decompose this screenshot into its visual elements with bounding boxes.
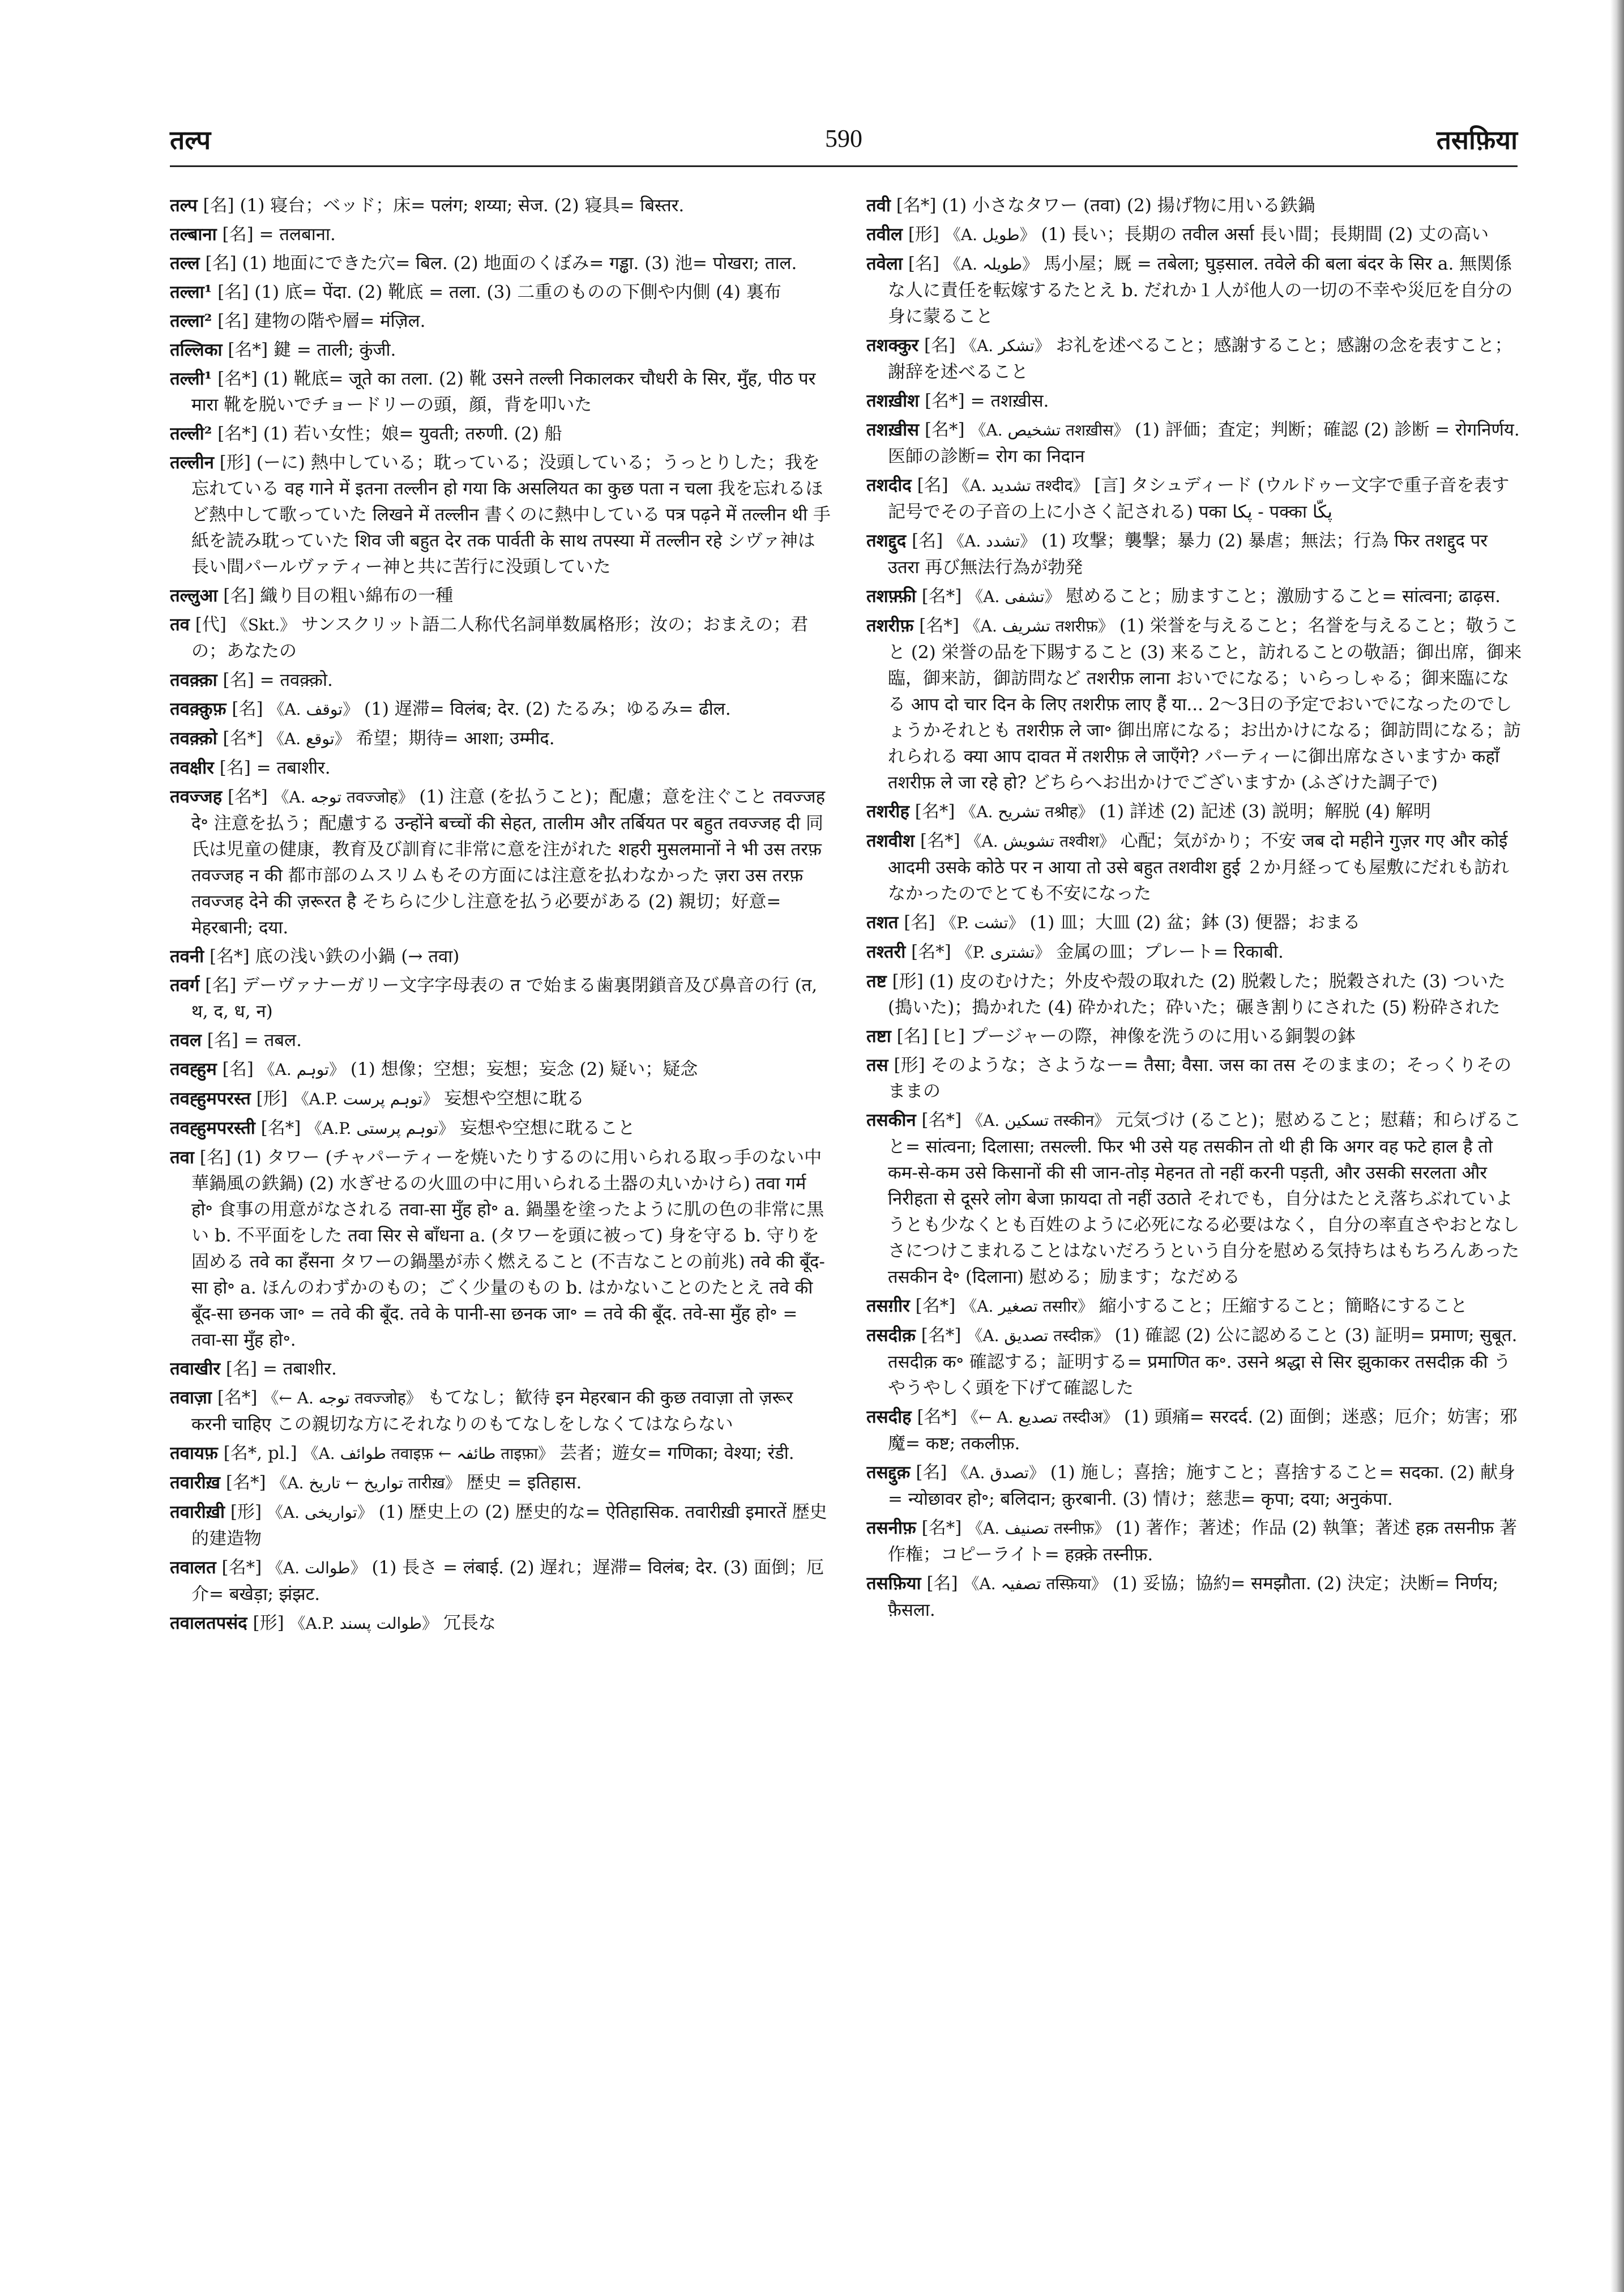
dictionary-entry <box>170 1555 832 1607</box>
entry-etymology: 《A. تشویش तश्वीश》 <box>965 832 1115 851</box>
entry-definition: = तलबाना. <box>259 224 336 245</box>
entry-headword: तशत <box>866 912 899 933</box>
dictionary-entry <box>866 968 1523 1021</box>
entry-definition: (1) 確認 (2) 公に認めること (3) 証明= प्रमाण; सुबूत. तसदीक़ क॰ 確認する；証明する= प्रमाणित क॰. उसने श्रद्धा से सिर झुकाकर तसदीक़ की うやうやしく頭を下げて確認した <box>888 1325 1518 1398</box>
entry-etymology: 《← A. تصدیع तस्दीअ》 <box>963 1408 1119 1427</box>
entry-headword: तसदीक़ <box>866 1325 916 1346</box>
entry-part-of-speech: [名] <box>904 912 935 933</box>
entry-part-of-speech: [名*] <box>221 1557 262 1578</box>
dictionary-entry <box>866 910 1523 936</box>
entry-part-of-speech: [形] <box>908 224 940 245</box>
dictionary-entry <box>170 193 832 219</box>
entry-definition: (1) 想像；空想；妄想；妄念 (2) 疑い；疑念 <box>350 1059 698 1079</box>
dictionary-entry <box>170 221 832 247</box>
dictionary-entry <box>866 828 1523 907</box>
entry-part-of-speech: [名*] <box>921 1325 961 1346</box>
entry-part-of-speech: [名] <box>223 586 255 606</box>
entry-part-of-speech: [名] <box>205 253 237 274</box>
entry-definition: デーヴァナーガリー文字字母表の त で始まる歯裏閉鎖音及び鼻音の行 (त, थ, द, ध, न) <box>191 975 818 1022</box>
right-column <box>866 193 1523 2209</box>
entry-etymology: 《← A. توجه तवज्जोह》 <box>263 1389 422 1407</box>
entry-part-of-speech: [名] <box>217 311 249 331</box>
entry-headword: तशवीश <box>866 831 915 851</box>
dictionary-entry <box>866 613 1523 796</box>
entry-headword: तल्ला¹ <box>170 282 212 302</box>
dictionary-entry <box>866 1515 1523 1568</box>
entry-definition: もてなし；歓待 इन मेहरबान की कुछ तवाज़ा तो ज़रूर करनी चाहिए この親切な方にそれなりのもてなしをしなくてはならない <box>191 1388 793 1435</box>
dictionary-entry <box>866 1404 1523 1457</box>
entry-part-of-speech: [名] <box>232 699 263 719</box>
entry-part-of-speech: [名] <box>223 670 254 690</box>
entry-part-of-speech: [形] <box>219 453 251 473</box>
dictionary-entry <box>170 1356 832 1382</box>
entry-etymology: 《A. تشدید तश्दीद》 <box>954 476 1089 495</box>
entry-etymology: 《A.P. توہم پرست》 <box>293 1090 439 1108</box>
entry-headword: तवील <box>866 224 903 245</box>
entry-part-of-speech: [名*] <box>924 420 965 440</box>
entry-headword: तसफ़िया <box>866 1573 921 1594</box>
entry-definition: 鍵 = ताली; कुंजी. <box>273 340 396 360</box>
entry-part-of-speech: [名*] <box>921 1110 962 1130</box>
entry-definition: [ヒ] プージャーの際，神像を洗うのに用いる銅製の鉢 <box>933 1026 1356 1047</box>
entry-etymology: 《A. تشکر》 <box>961 336 1050 355</box>
dictionary-entry <box>170 421 832 447</box>
dictionary-entry <box>866 1107 1523 1290</box>
entry-headword: तशरीफ़ <box>866 616 914 636</box>
entry-etymology: 《A. تشخیص तशख़ीस》 <box>970 421 1130 439</box>
entry-definition: 縮小すること；圧縮すること；簡略にすること <box>1099 1296 1468 1316</box>
dictionary-entry <box>170 583 832 609</box>
entry-headword: तवारीख़ <box>170 1472 221 1493</box>
entry-part-of-speech: [形] <box>230 1502 262 1522</box>
entry-definition: サンスクリット語二人称代名詞単数属格形；汝の；おまえの；君の；あなたの <box>191 614 809 661</box>
entry-headword: तव <box>170 614 190 635</box>
entry-part-of-speech: [名] <box>222 224 254 245</box>
dictionary-entry <box>866 193 1523 219</box>
page-header <box>170 122 1518 167</box>
entry-etymology: 《A. توہم》 <box>259 1060 345 1079</box>
dictionary-entry <box>170 972 832 1025</box>
dictionary-entry <box>170 1610 832 1637</box>
entry-headword: तवह्हुम <box>170 1059 217 1079</box>
entry-definition: = तशख़ीस. <box>970 391 1049 411</box>
entry-headword: तशख़ीश <box>866 391 920 411</box>
entry-definition: (1) 長い；長期の तवील अर्सा 長い間；長期間 (2) 丈の高い <box>1041 224 1489 245</box>
entry-headword: तशदीद <box>866 475 912 496</box>
dictionary-entry <box>170 667 832 693</box>
entry-definition: (1) 皮のむけた；外皮や殻の取れた (2) 脱穀した；脱穀された (3) ついた (搗いた)；搗かれた (4) 砕かれた；砕いた；碾き割りにされた (5) 粉砕された <box>888 971 1506 1018</box>
page-number: 590 <box>825 125 862 152</box>
entry-part-of-speech: [名] <box>217 282 249 302</box>
entry-etymology: 《P. تشتری》 <box>956 943 1051 962</box>
entry-etymology: 《A. تصفیہ तस्फ़िया》 <box>963 1574 1107 1593</box>
entry-etymology: 《A. توقع》 <box>268 729 351 748</box>
entry-headword: तशरीह <box>866 801 909 822</box>
entry-part-of-speech: [名*, pl.] <box>223 1443 297 1463</box>
dictionary-entry <box>170 784 832 941</box>
entry-part-of-speech: [名*] <box>225 1472 266 1493</box>
dictionary-entry <box>866 332 1523 385</box>
entry-definition: 心配；気がかり；不安 जब दो महीने गुज़र गए और कोई आदमी उसके कोठे पर न आया तो उसे बहुत तशवीश हुई ２か月経っても屋敷にだれも訪れなかったのでとても不安になった <box>888 831 1510 904</box>
dictionary-entry <box>170 1115 832 1142</box>
entry-definition: = तबाशीर. <box>262 1359 337 1379</box>
entry-etymology: 《A.P. توہم پرستی》 <box>306 1119 455 1138</box>
entry-headword: तष्ट <box>866 971 887 992</box>
entry-definition: = तबल. <box>243 1030 302 1051</box>
entry-part-of-speech: [名*] <box>921 586 962 607</box>
dictionary-entry <box>170 944 832 970</box>
entry-part-of-speech: [名] <box>222 1059 254 1079</box>
entry-definition: (1) 頭痛= सरदर्द. (2) 面倒；迷惑；厄介；妨害；邪魔= कष्ट; तकलीफ़. <box>888 1407 1518 1454</box>
dictionary-entry <box>866 528 1523 581</box>
entry-part-of-speech: [代] <box>195 614 226 635</box>
dictionary-entry <box>866 472 1523 525</box>
entry-headword: तल्ला² <box>170 311 212 331</box>
entry-definition: (1) 靴底= जूते का तला. (2) 靴 उसने तल्ली निकालकर चौधरी के सिर, मुँह, पीठ पर मारा 靴を脱いでチョードリーの頭，顔，背を叩いた <box>191 369 816 415</box>
entry-definition: 希望；期待= आशा; उम्मीद. <box>356 728 555 749</box>
entry-etymology: 《Skt.》 <box>232 616 296 634</box>
entry-headword: तशद्दुद <box>866 531 907 551</box>
entry-definition: (1) 皿；大皿 (2) 盆；鉢 (3) 便器；おまる <box>1029 912 1361 933</box>
entry-headword: तवा <box>170 1147 194 1168</box>
entry-headword: तवर्ग <box>170 975 200 996</box>
entry-headword: तशख़ीस <box>866 420 920 440</box>
entry-headword: तवी <box>866 195 891 216</box>
dictionary-entry <box>866 1459 1523 1512</box>
entry-definition: 底の浅い鉄の小鍋 (→ तवा) <box>255 946 460 967</box>
entry-etymology: 《A. تواریخ ← تاریخ तारीख़》 <box>271 1474 461 1492</box>
entry-headword: तवालत <box>170 1557 216 1578</box>
entry-etymology: 《A. تصدق》 <box>952 1463 1045 1482</box>
entry-headword: तवक़्क़ुफ़ <box>170 699 226 719</box>
dictionary-entry <box>170 1086 832 1112</box>
entry-part-of-speech: [名*] <box>217 1388 258 1408</box>
entry-headword: तसदीह <box>866 1407 912 1427</box>
header-rule <box>170 165 1518 167</box>
entry-definition: (1) 寝台；ベッド；床= पलंग; शय्या; सेज. (2) 寝具= बिस्तर. <box>240 195 685 216</box>
entry-definition: 織り目の粗い綿布の一種 <box>260 586 454 606</box>
entry-etymology: 《A. تشدد》 <box>948 532 1036 550</box>
entry-definition: 元気づけ (ること)；慰めること；慰藉；和らげること= सांत्वना; दिलासा; तसल्ली. फिर भी उसे यह तसकीन तो थी ही कि अगर वह फटे हाल है तो कम-से-कम उसे किसानों की सी जान-तोड़ मेहनत तो नहीं करनी पड़ती, और उसकी सरलता और निरीहता से दूसरे लोग बेजा फ़ायदा तो नहीं उठाते それでも，自分はたとえ落ちぶれていようとも少なくとも百姓のように必死になる必要はなく，自分の率直さやおとなしさにつけこまれることはないだろうという自分を慰める気持ちはもちろんあった तसकीन दे॰ (दिलाना) 慰める；励ます；なだめる <box>888 1110 1522 1287</box>
entry-part-of-speech: [名*] <box>920 831 960 851</box>
entry-definition: (1) 施し；喜捨；施すこと；喜捨すること= सदका. (2) 献身= न्योछावर हो॰; बलिदान; क़ुरबानी. (3) 情け；慈悲= कृपा; दया; अनुकंपा. <box>888 1462 1516 1509</box>
entry-part-of-speech: [名] <box>896 1026 928 1047</box>
entry-etymology: 《A. تصنیف तस्नीफ़》 <box>967 1519 1110 1538</box>
entry-etymology: 《P. تشت》 <box>941 914 1024 932</box>
entry-definition: [言] タシュディード (ウルドゥー文字で重子音を表す記号でその子音の上に小さく記される) पका پکا - पक्का پکّا <box>888 475 1510 522</box>
entry-part-of-speech: [名*] <box>919 616 959 636</box>
entry-part-of-speech: [名] <box>926 1573 958 1594</box>
entry-headword: तवह्हुमपरस्ती <box>170 1118 255 1138</box>
entry-headword: तसकीन <box>866 1110 916 1130</box>
entry-headword: तवाखीर <box>170 1359 221 1379</box>
entry-definition: (1) 妥協；協約= समझौता. (2) 決定；決断= निर्णय; फ़ैसला. <box>888 1573 1499 1620</box>
entry-headword: तसग़ीर <box>866 1296 910 1316</box>
entry-headword: तल्लिका <box>170 340 223 360</box>
entry-definition: (1) 歴史上の (2) 歴史的な= ऐतिहासिक. तवारीख़ी इमारतें 歴史的建造物 <box>191 1502 827 1549</box>
entry-part-of-speech: [名] <box>912 531 943 551</box>
entry-headword: तवक्षीर <box>170 758 214 778</box>
dictionary-entry <box>170 1470 832 1496</box>
entry-definition: 馬小屋；厩 = तबेला; घुड़साल. तवेले की बला बंदर के सिर a. 無関係な人に責任を転嫁するたとえ b. だれか１人が他人の一切の不幸や災厄を自分の身に蒙ること <box>888 254 1513 327</box>
dictionary-entry <box>170 450 832 580</box>
dictionary-entry <box>170 308 832 334</box>
entry-definition: (ーに) 熱中している；耽っている；没頭している；うっとりした；我を忘れている वह गाने में इतना तल्लीन हो गया कि असलियत का कुछ पता न चला 我を忘れるほど熱中して歌っていた लिखने में तल्लीन 書くのに熱中している पत्र पढ़ने में तल्लीन थी 手紙を読み耽っていた शिव जी बहुत देर तक पार्वती के साथ तपस्या में तल्लीन रहे シヴァ神は長い間パールヴァティー神と共に苦行に没頭していた <box>191 453 831 577</box>
entry-definition: (1) 地面にできた穴= बिल. (2) 地面のくぼみ= गड्ढा. (3) 池= पोखरा; ताल. <box>242 253 797 274</box>
entry-definition: 慰めること；励ますこと；激励すること= सांत्वना; ढाढ़स. <box>1066 586 1501 607</box>
dictionary-entry <box>170 725 832 752</box>
entry-etymology: 《A. توجه तवज्जोह》 <box>273 788 414 806</box>
entry-headword: तवक़्क़ो <box>170 728 217 749</box>
entry-part-of-speech: [名*] <box>917 1407 958 1427</box>
entry-part-of-speech: [名*] <box>223 728 263 749</box>
entry-headword: तवज्जह <box>170 787 223 807</box>
entry-part-of-speech: [名*] <box>210 946 250 967</box>
entry-part-of-speech: [名] <box>225 1359 258 1379</box>
entry-part-of-speech: [名*] <box>227 787 268 807</box>
entry-etymology: 《A. طويلہ》 <box>945 255 1038 274</box>
entry-part-of-speech: [名*] <box>915 1296 956 1316</box>
dictionary-entry <box>170 612 832 664</box>
entry-etymology: 《A. تصغیر तस्ग़ीर》 <box>961 1297 1093 1316</box>
entry-definition: (1) 詳述 (2) 記述 (3) 説明；解脱 (4) 解明 <box>1099 801 1431 822</box>
entry-part-of-speech: [名] <box>924 335 956 356</box>
entry-headword: तश्तरी <box>866 942 906 962</box>
entry-definition: 妄想や空想に耽ること <box>459 1118 635 1138</box>
entry-etymology: 《A.P. طوالت پسند》 <box>289 1614 438 1633</box>
entry-definition: = तबाशीर. <box>256 758 331 778</box>
entry-headword: तल्बाना <box>170 224 217 245</box>
entry-part-of-speech: [名] <box>207 1030 238 1051</box>
dictionary-entry <box>170 1027 832 1053</box>
entry-definition: 金属の皿；プレート= रिकाबी. <box>1056 942 1284 962</box>
entry-part-of-speech: [名*] <box>260 1118 301 1138</box>
entry-headword: तल्ली² <box>170 424 212 444</box>
dictionary-entry <box>170 1385 832 1437</box>
entry-headword: तल्ली¹ <box>170 369 212 389</box>
running-head-right: तसफ़िया <box>1436 125 1518 155</box>
entry-definition: (1) 長さ = लंबाई. (2) 遅れ；遅滞= विलंब; देर. (3) 面倒；厄介= बखेड़ा; झंझट. <box>191 1557 824 1604</box>
entry-etymology: 《A. تصدیق तस्दीक़》 <box>967 1326 1109 1345</box>
entry-definition: 冗長な <box>443 1613 496 1633</box>
entry-part-of-speech: [形] <box>256 1089 288 1109</box>
entry-headword: तवह्हुमपरस्त <box>170 1089 251 1109</box>
dictionary-entry <box>866 1570 1523 1623</box>
entry-definition: 歴史 = इतिहास. <box>466 1472 582 1493</box>
dictionary-entry <box>866 1052 1523 1104</box>
entry-part-of-speech: [名] <box>219 758 251 778</box>
entry-part-of-speech: [名] <box>917 475 948 496</box>
entry-etymology: 《A. توقف》 <box>268 700 359 719</box>
entry-definition: 芸者；遊女= गणिका; वेश्या; रंडी. <box>559 1443 794 1463</box>
entry-definition: (1) 小さなタワー (तवा) (2) 揚げ物に用いる鉄鍋 <box>942 195 1315 216</box>
entry-etymology: 《A. طوائف तवाइफ़ ← طائفہ ताइफ़ा》 <box>302 1444 554 1463</box>
dictionary-entry <box>866 388 1523 414</box>
entry-definition: (1) 注意 (を払うこと)；配慮；意を注ぐこと तवज्जह दे॰ 注意を払う；配慮する उन्होंने बच्चों की सेहत, तालीम और तर्बियत पर बहुत तवज्जह दी 同氏は児童の健康，教育及び訓育に非常に意を注がれた शहरी मुसलमानों ने भी उस तरफ़ तवज्जह न की 都市部のムスリムもその方面には注意を払わなかった ज़रा उस तरफ़ तवज्जह देने की ज़रूरत है そちらに少し注意を払う必要がある (2) 親切；好意= मेहरबानी; दया. <box>191 787 826 938</box>
entry-etymology: 《A. تشفی》 <box>967 587 1061 606</box>
dictionary-entry <box>866 251 1523 330</box>
dictionary-entry <box>170 696 832 723</box>
entry-headword: तवनी <box>170 946 204 967</box>
entry-part-of-speech: [名*] <box>896 195 937 216</box>
entry-headword: तवेला <box>866 254 903 274</box>
entry-part-of-speech: [名] <box>916 1462 947 1483</box>
entry-definition: (1) 遅滞= विलंब; देर. (2) たるみ；ゆるみ= ढील. <box>364 699 731 719</box>
page-edge-shadow <box>1610 0 1624 2292</box>
entry-headword: तशफ़्फ़ी <box>866 586 916 607</box>
entry-headword: तल्लीन <box>170 453 214 473</box>
entry-etymology: 《A. تواریخی》 <box>267 1503 373 1522</box>
entry-part-of-speech: [名*] <box>228 340 268 360</box>
entry-headword: तसनीफ़ <box>866 1518 916 1538</box>
entry-headword: तवक़्क़ा <box>170 670 217 690</box>
entry-definition: (1) 栄誉を与えること；名誉を与えること；敬うこと (2) 栄誉の品を下賜すること (3) 来ること，訪れることの敬語；御出席，御来臨，御来訪，御訪問など तशरीफ़ लाना おいでになる；いらっしゃる；御来臨になる आप दो चार दिन के लिए तशरीफ़ लाए हैं या... 2〜3日の予定でおいでになったのでしょうかそれとも तशरीफ़ ले जा॰ 御出席になる；お出かけになる；御訪問になる；訪れられる क्या आप दावत में तशरीफ़ ले जाएँगे? パーティーに御出席なさいますか कहाँ तशरीफ़ ले जा रहे हो? どちらへお出かけでございますか (ふざけた調子で) <box>888 616 1522 793</box>
dictionary-entry <box>866 1322 1523 1401</box>
entry-part-of-speech: [名*] <box>217 424 258 444</box>
entry-part-of-speech: [形] <box>253 1613 284 1633</box>
dictionary-entry <box>170 1056 832 1083</box>
entry-part-of-speech: [名*] <box>914 801 955 822</box>
entry-headword: तष्टा <box>866 1026 891 1047</box>
entry-etymology: 《A. طوالت》 <box>267 1559 366 1577</box>
entry-headword: तवालतपसंद <box>170 1613 247 1633</box>
entry-part-of-speech: [名] <box>908 254 940 274</box>
entry-part-of-speech: [名] <box>199 1147 231 1168</box>
entry-definition: (1) 底= पेंदा. (2) 靴底 = तला. (3) 二重のものの下側や内側 (4) 裏布 <box>254 282 781 302</box>
entry-definition: 建物の階や層= मंज़िल. <box>254 311 426 331</box>
entry-headword: तशक्कुर <box>866 335 919 356</box>
entry-definition: お礼を述べること；感謝すること；感謝の念を表すこと；謝辞を述べること <box>888 335 1512 382</box>
entry-etymology: 《A. تسکین तस्कीन》 <box>967 1111 1110 1130</box>
dictionary-entry <box>170 279 832 305</box>
dictionary-entry <box>866 1023 1523 1049</box>
entry-definition: (1) 攻撃；襲撃；暴力 (2) 暴虐；無法；行為 फिर तशद्दुद पर उतरा 再び無法行為が勃発 <box>888 531 1488 578</box>
left-column <box>170 193 832 2209</box>
entry-headword: तस <box>866 1055 888 1075</box>
entry-definition: = तवक़्क़ो. <box>259 670 333 690</box>
entry-part-of-speech: [名*] <box>911 942 951 962</box>
entry-headword: तवायफ़ <box>170 1443 218 1463</box>
entry-headword: तसद्दुक़ <box>866 1462 911 1483</box>
entry-part-of-speech: [名*] <box>921 1518 962 1538</box>
entry-headword: तवल <box>170 1030 202 1051</box>
dictionary-entry <box>866 417 1523 470</box>
entry-definition: (1) 評価；査定；判断；確認 (2) 診断 = रोगनिर्णय. 医師の診断= रोग का निदान <box>888 420 1520 467</box>
dictionary-entry <box>170 1145 832 1353</box>
entry-headword: तल्ल <box>170 253 200 274</box>
entry-part-of-speech: [名*] <box>925 391 965 411</box>
dictionary-entry <box>866 583 1523 610</box>
entry-definition: (1) 若い女性；娘= युवती; तरुणी. (2) 船 <box>263 424 562 444</box>
dictionary-entry <box>866 939 1523 966</box>
dictionary-entry <box>170 1440 832 1467</box>
entry-headword: तवाज़ा <box>170 1388 212 1408</box>
entry-headword: तल्लुआ <box>170 586 218 606</box>
entry-headword: तवारीख़ी <box>170 1502 225 1522</box>
entry-part-of-speech: [名*] <box>217 369 258 389</box>
dictionary-entry <box>866 221 1523 248</box>
entry-part-of-speech: [名] <box>203 195 234 216</box>
dictionary-entry <box>170 337 832 363</box>
entry-etymology: 《A. طويل》 <box>945 225 1036 244</box>
dictionary-entry <box>170 755 832 781</box>
dictionary-entry <box>866 1293 1523 1320</box>
dictionary-entry <box>170 366 832 418</box>
dictionary-entry <box>866 799 1523 825</box>
entry-definition: (1) 著作；著述；作品 (2) 執筆；著述 हक़ तसनीफ़ 著作権；コピーライト= हक़्क़े तस्नीफ़. <box>888 1518 1517 1565</box>
entry-etymology: 《A. تشریح तश्रीह》 <box>960 803 1094 821</box>
dictionary-entry <box>170 1499 832 1552</box>
entry-definition: そのような；さようなー= तैसा; वैसा. जस का तस そのままの；そっくりそのままの <box>888 1055 1512 1102</box>
entry-part-of-speech: [名] <box>205 975 237 996</box>
entry-part-of-speech: [形] <box>892 971 924 992</box>
entry-definition: 妄想や空想に耽る <box>444 1089 585 1109</box>
entry-part-of-speech: [形] <box>894 1055 925 1075</box>
dictionary-entry <box>170 250 832 276</box>
entry-definition: (1) タワー (チャパーティーを焼いたりするのに用いられる取っ手のない中華鍋風の鉄鍋) (2) 水ぎせるの火皿の中に用いられる土器の丸いかけら) तवा गर्म हो॰ 食事の用意がなされる तवा-सा मुँह हो॰ a. 鍋墨を塗ったように肌の色の非常に黒い b. 不平面をした तवा सिर से बाँधना a. (タワーを頭に被って) 身を守る b. 守りを固める तवे का हँसना タワーの鍋墨が赤く燃えること (不吉なことの前兆) तवे की बूँद-सा हो॰ a. ほんのわずかのもの；ごく少量のもの b. はかないことのたとえ तवे की बूँद-सा छनक जा॰ = तवे की बूँद. तवे के पानी-सा छनक जा॰ = तवे की बूँद. तवे-सा मुँह हो॰ = तवा-सा मुँह हो॰. <box>191 1147 825 1350</box>
entry-headword: तल्प <box>170 195 198 216</box>
entry-etymology: 《A. تشریف तशरीफ़》 <box>964 617 1114 635</box>
running-head-left: तल्प <box>170 125 211 155</box>
